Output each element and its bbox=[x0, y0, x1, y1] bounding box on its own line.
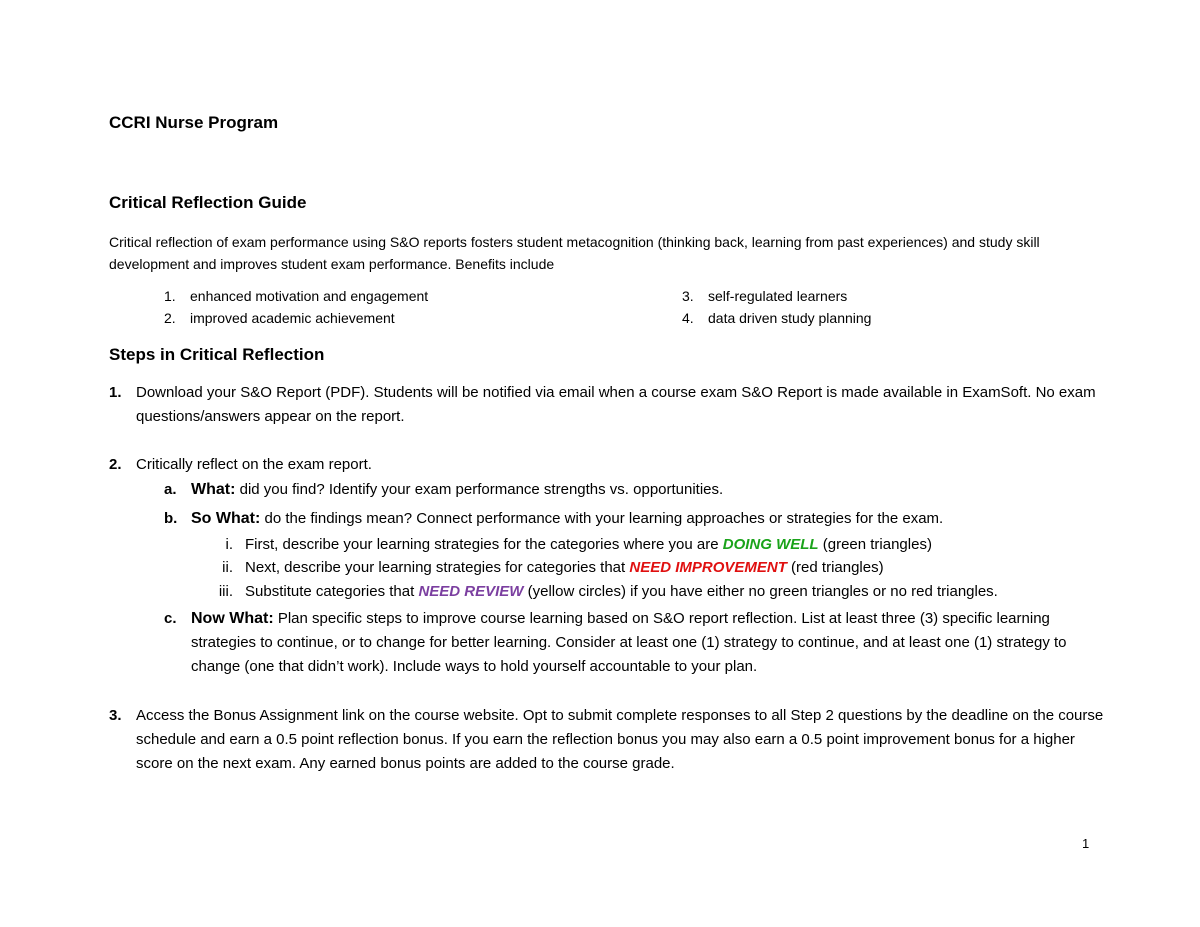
what-label: What: bbox=[191, 481, 236, 498]
sub-letter: c. bbox=[164, 610, 177, 627]
benefit-text: improved academic achievement bbox=[190, 310, 395, 326]
roman-number: iii. bbox=[218, 583, 233, 600]
roman-text: (red triangles) bbox=[786, 559, 884, 576]
step-2b-ii bbox=[222, 556, 1145, 580]
benefit-item bbox=[164, 288, 428, 304]
need-review-highlight: NEED REVIEW bbox=[418, 583, 524, 600]
roman-text: (green triangles) bbox=[818, 536, 932, 553]
step-number: 2. bbox=[109, 456, 122, 473]
sub-letter: a. bbox=[164, 481, 177, 498]
step-2a bbox=[164, 478, 1104, 502]
need-improvement-highlight: NEED IMPROVEMENT bbox=[629, 559, 787, 576]
sub-text: do the findings mean? Connect performance with your learning approaches or strategies for the exam. bbox=[260, 510, 944, 527]
benefit-item bbox=[682, 288, 847, 304]
step-2b-iii bbox=[218, 580, 1145, 604]
guide-heading: Critical Reflection Guide bbox=[109, 193, 307, 212]
step-2b-i bbox=[225, 533, 1145, 557]
now-what-label: Now What: bbox=[191, 610, 274, 627]
step-1 bbox=[109, 381, 1109, 429]
roman-number: i. bbox=[225, 536, 233, 553]
benefit-item bbox=[164, 310, 395, 326]
roman-text: Next, describe your learning strategies for categories that bbox=[245, 559, 630, 576]
guide-intro: Critical reflection of exam performance using S&O reports fosters student metacognition (thinking back, learning from past experiences) and study skill development and improves student exam performance. Benefits include bbox=[109, 234, 1040, 272]
benefit-number: 1. bbox=[164, 288, 176, 304]
benefit-number: 4. bbox=[682, 310, 694, 326]
benefit-number: 2. bbox=[164, 310, 176, 326]
page-number: 1 bbox=[1082, 836, 1090, 851]
program-title: CCRI Nurse Program bbox=[109, 113, 279, 132]
roman-text: Substitute categories that bbox=[245, 583, 419, 600]
sub-text: did you find? Identify your exam performance strengths vs. opportunities. bbox=[235, 481, 724, 498]
roman-text: First, describe your learning strategies for the categories where you are bbox=[245, 536, 723, 553]
roman-number: ii. bbox=[222, 559, 233, 576]
step-2c bbox=[164, 607, 1104, 679]
so-what-label: So What: bbox=[191, 510, 261, 527]
step-text: Download your S&O Report (PDF). Students will be notified via email when a course exam S&O Report is made available in ExamSoft. No exam questions/answers appear on the report. bbox=[136, 384, 1096, 425]
step-2 bbox=[109, 453, 1109, 477]
roman-text: (yellow circles) if you have either no green triangles or no red triangles. bbox=[523, 583, 998, 600]
sub-text: Plan specific steps to improve course learning based on S&O report reflection. List at least three (3) specific learning strategies to continue, or to change for better learning. Consider at least one (1) strategy to continue, and at least one (1) strategy to change (one that didn’t work). Include ways to hold yourself accountable to your plan. bbox=[191, 610, 1067, 675]
doing-well-highlight: DOING WELL bbox=[722, 536, 819, 553]
step-number: 1. bbox=[109, 384, 122, 401]
step-text: Access the Bonus Assignment link on the course website. Opt to submit complete responses to all Step 2 questions by the deadline on the course schedule and earn a 0.5 point reflection bonus. If you earn the reflection bonus you may also earn a 0.5 point improvement bonus for a higher score on the next exam. Any earned bonus points are added to the course grade. bbox=[136, 707, 1104, 772]
step-text: Critically reflect on the exam report. bbox=[136, 456, 372, 473]
steps-heading: Steps in Critical Reflection bbox=[109, 345, 325, 364]
step-2b bbox=[164, 507, 1104, 531]
benefit-text: self-regulated learners bbox=[708, 288, 848, 304]
step-number: 3. bbox=[109, 707, 122, 724]
sub-letter: b. bbox=[164, 510, 178, 527]
benefit-number: 3. bbox=[682, 288, 694, 304]
benefit-text: data driven study planning bbox=[708, 310, 872, 326]
step-3 bbox=[109, 704, 1109, 776]
benefit-text: enhanced motivation and engagement bbox=[190, 288, 429, 304]
benefit-item bbox=[682, 310, 871, 326]
